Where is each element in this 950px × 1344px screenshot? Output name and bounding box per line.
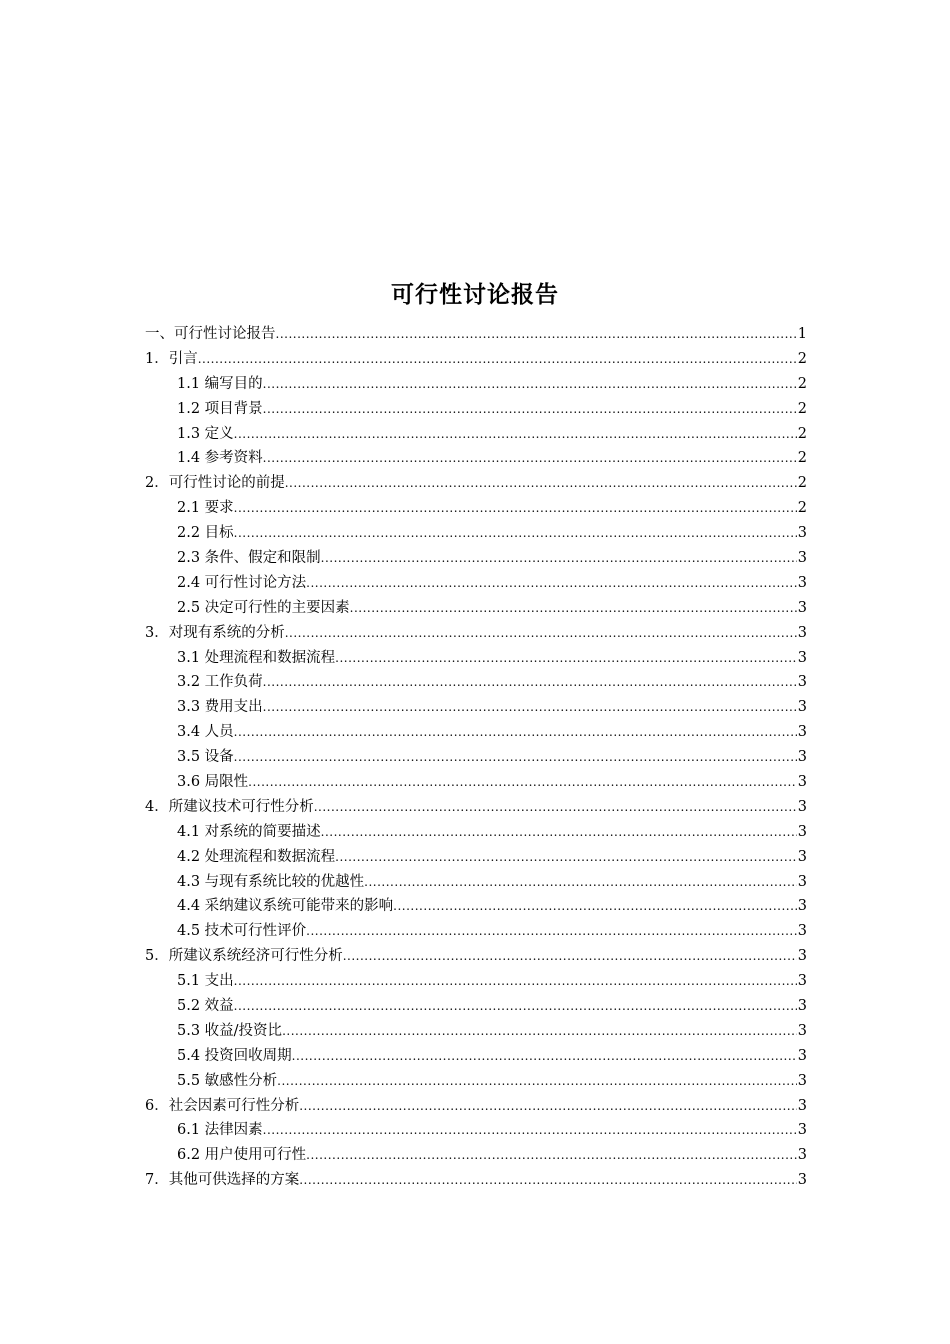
toc-entry-title: 5．所建议系统经济可行性分析 <box>145 948 343 965</box>
toc-entry-title: 3.2 工作负荷 <box>177 674 263 691</box>
toc-dot-leader <box>263 1119 797 1144</box>
toc-dot-leader <box>263 446 797 471</box>
toc-entry-page-number: 2 <box>797 475 807 492</box>
toc-entry-page-number: 3 <box>797 624 807 641</box>
toc-entry[interactable] <box>145 621 807 646</box>
toc-entry-title: 一、可行性讨论报告 <box>145 325 276 342</box>
toc-entry[interactable] <box>145 1168 807 1193</box>
toc-entry[interactable] <box>145 422 807 447</box>
toc-dot-leader <box>234 969 797 994</box>
toc-dot-leader <box>321 546 797 571</box>
toc-entry[interactable] <box>145 1019 807 1044</box>
toc-entry-page-number: 3 <box>797 998 807 1015</box>
toc-entry[interactable] <box>145 720 807 745</box>
toc-entry-page-number: 3 <box>797 948 807 965</box>
table-of-contents <box>145 322 807 1193</box>
toc-dot-leader <box>234 994 797 1019</box>
toc-dot-leader <box>393 894 797 919</box>
toc-entry-title: 2.2 目标 <box>177 525 234 542</box>
toc-dot-leader <box>292 1044 797 1069</box>
toc-entry-title: 4.5 技术可行性评价 <box>177 923 307 940</box>
toc-entry-title: 4.3 与现有系统比较的优越性 <box>177 873 365 890</box>
toc-entry-title: 1．引言 <box>145 350 198 367</box>
toc-entry[interactable] <box>145 471 807 496</box>
toc-entry[interactable] <box>145 695 807 720</box>
toc-entry-page-number: 3 <box>797 848 807 865</box>
toc-entry-page-number: 3 <box>797 1072 807 1089</box>
toc-entry-page-number: 3 <box>797 649 807 666</box>
toc-entry-page-number: 3 <box>797 550 807 566</box>
toc-entry[interactable] <box>145 795 807 820</box>
toc-dot-leader <box>285 621 797 646</box>
toc-entry[interactable] <box>145 372 807 397</box>
toc-entry-page-number: 3 <box>797 1172 807 1189</box>
toc-entry-page-number: 3 <box>797 574 807 591</box>
toc-entry-title: 5.1 支出 <box>177 973 234 990</box>
toc-entry-title: 2．可行性讨论的前提 <box>145 475 285 492</box>
toc-entry[interactable] <box>145 646 807 671</box>
toc-entry-title: 2.3 条件、假定和限制 <box>177 550 321 566</box>
toc-dot-leader <box>263 397 797 422</box>
toc-entry-page-number: 3 <box>797 525 807 542</box>
toc-entry[interactable] <box>145 870 807 895</box>
toc-dot-leader <box>350 596 797 621</box>
toc-entry-page-number: 3 <box>797 1047 807 1064</box>
toc-entry-page-number: 2 <box>797 350 807 367</box>
document-title: 可行性讨论报告 <box>391 282 559 308</box>
toc-entry-title: 6.2 用户使用可行性 <box>177 1147 307 1164</box>
toc-entry[interactable] <box>145 745 807 770</box>
toc-dot-leader <box>335 646 797 671</box>
toc-entry[interactable] <box>145 397 807 422</box>
toc-entry-title: 4．所建议技术可行性分析 <box>145 798 314 815</box>
toc-entry-title: 6．社会因素可行性分析 <box>145 1097 300 1114</box>
toc-dot-leader <box>263 695 797 720</box>
toc-dot-leader <box>234 521 797 546</box>
toc-dot-leader <box>299 1094 797 1119</box>
toc-entry-page-number: 3 <box>797 1147 807 1164</box>
toc-entry[interactable] <box>145 1044 807 1069</box>
toc-entry[interactable] <box>145 670 807 695</box>
toc-entry-title: 7．其他可供选择的方案 <box>145 1172 300 1189</box>
toc-entry[interactable] <box>145 596 807 621</box>
toc-entry-title: 5.5 敏感性分析 <box>177 1072 278 1089</box>
toc-entry-title: 2.5 决定可行性的主要因素 <box>177 599 350 616</box>
toc-entry-title: 1.1 编写目的 <box>177 375 263 392</box>
toc-entry[interactable] <box>145 944 807 969</box>
toc-entry[interactable] <box>145 571 807 596</box>
toc-entry-title: 2.1 要求 <box>177 500 234 517</box>
toc-entry[interactable] <box>145 1119 807 1144</box>
toc-entry[interactable] <box>145 446 807 471</box>
toc-entry-page-number: 2 <box>797 450 807 467</box>
toc-entry-page-number: 3 <box>797 774 807 791</box>
toc-entry[interactable] <box>145 994 807 1019</box>
toc-dot-leader <box>285 471 797 496</box>
toc-entry[interactable] <box>145 496 807 521</box>
toc-dot-leader <box>282 1019 797 1044</box>
toc-entry-title: 3.1 处理流程和数据流程 <box>177 649 336 666</box>
toc-entry-page-number: 2 <box>797 425 807 442</box>
toc-dot-leader <box>335 845 797 870</box>
toc-entry-title: 1.4 参考资料 <box>177 450 263 467</box>
toc-dot-leader <box>263 670 797 695</box>
toc-dot-leader <box>321 820 797 845</box>
toc-entry[interactable] <box>145 845 807 870</box>
toc-entry-title: 6.1 法律因素 <box>177 1122 263 1139</box>
toc-dot-leader <box>234 720 797 745</box>
toc-entry-page-number: 3 <box>797 724 807 741</box>
toc-entry-title: 4.1 对系统的简要描述 <box>177 823 321 840</box>
toc-dot-leader <box>234 745 797 770</box>
toc-entry-page-number: 3 <box>797 923 807 940</box>
toc-entry[interactable] <box>145 347 807 372</box>
toc-dot-leader <box>248 770 797 795</box>
toc-entry-page-number: 3 <box>797 749 807 766</box>
toc-entry-page-number: 2 <box>797 375 807 392</box>
toc-entry-page-number: 3 <box>797 873 807 890</box>
toc-entry-page-number: 2 <box>797 400 807 417</box>
toc-entry[interactable] <box>145 322 807 347</box>
toc-entry[interactable] <box>145 969 807 994</box>
toc-dot-leader <box>306 1143 797 1168</box>
toc-entry-title: 1.2 项目背景 <box>177 400 263 417</box>
toc-entry-title: 4.4 采纳建议系统可能带来的影响 <box>177 898 394 915</box>
toc-entry-title: 5.4 投资回收周期 <box>177 1047 292 1064</box>
toc-entry-page-number: 3 <box>797 1122 807 1139</box>
toc-entry-page-number: 3 <box>797 823 807 840</box>
toc-dot-leader <box>234 422 797 447</box>
toc-dot-leader <box>276 322 797 347</box>
toc-entry-page-number: 2 <box>797 500 807 517</box>
toc-entry[interactable] <box>145 894 807 919</box>
toc-entry-page-number: 3 <box>797 898 807 915</box>
toc-entry-title: 3.3 费用支出 <box>177 699 263 716</box>
toc-dot-leader <box>263 372 797 397</box>
toc-dot-leader <box>364 870 797 895</box>
toc-entry-title: 4.2 处理流程和数据流程 <box>177 848 336 865</box>
toc-entry-page-number: 3 <box>797 674 807 691</box>
toc-entry-page-number: 3 <box>797 699 807 716</box>
toc-entry[interactable] <box>145 1094 807 1119</box>
toc-entry-title: 3.5 设备 <box>177 749 234 766</box>
toc-dot-leader <box>234 496 797 521</box>
toc-dot-leader <box>306 571 797 596</box>
toc-entry-page-number: 3 <box>797 1022 807 1039</box>
toc-dot-leader <box>299 1168 797 1193</box>
toc-entry[interactable] <box>145 1143 807 1168</box>
toc-entry-title: 5.2 效益 <box>177 998 234 1015</box>
toc-entry[interactable] <box>145 546 807 571</box>
toc-entry-title: 1.3 定义 <box>177 425 234 442</box>
toc-entry-title: 5.3 收益/投资比 <box>177 1022 283 1039</box>
toc-entry-title: 3．对现有系统的分析 <box>145 624 285 641</box>
toc-entry-title: 3.4 人员 <box>177 724 234 741</box>
toc-dot-leader <box>306 919 797 944</box>
toc-entry-page-number: 3 <box>797 973 807 990</box>
toc-entry[interactable] <box>145 1069 807 1094</box>
toc-entry[interactable] <box>145 770 807 795</box>
toc-entry[interactable] <box>145 820 807 845</box>
toc-entry[interactable] <box>145 521 807 546</box>
toc-entry-page-number: 3 <box>797 599 807 616</box>
toc-entry-title: 2.4 可行性讨论方法 <box>177 574 307 591</box>
toc-entry[interactable] <box>145 919 807 944</box>
toc-dot-leader <box>277 1069 797 1094</box>
toc-dot-leader <box>343 944 797 969</box>
toc-entry-page-number: 3 <box>797 1097 807 1114</box>
toc-dot-leader <box>198 347 797 372</box>
toc-entry-title: 3.6 局限性 <box>177 774 249 791</box>
toc-entry-page-number: 1 <box>797 325 807 342</box>
toc-entry-page-number: 3 <box>797 798 807 815</box>
toc-dot-leader <box>314 795 797 820</box>
